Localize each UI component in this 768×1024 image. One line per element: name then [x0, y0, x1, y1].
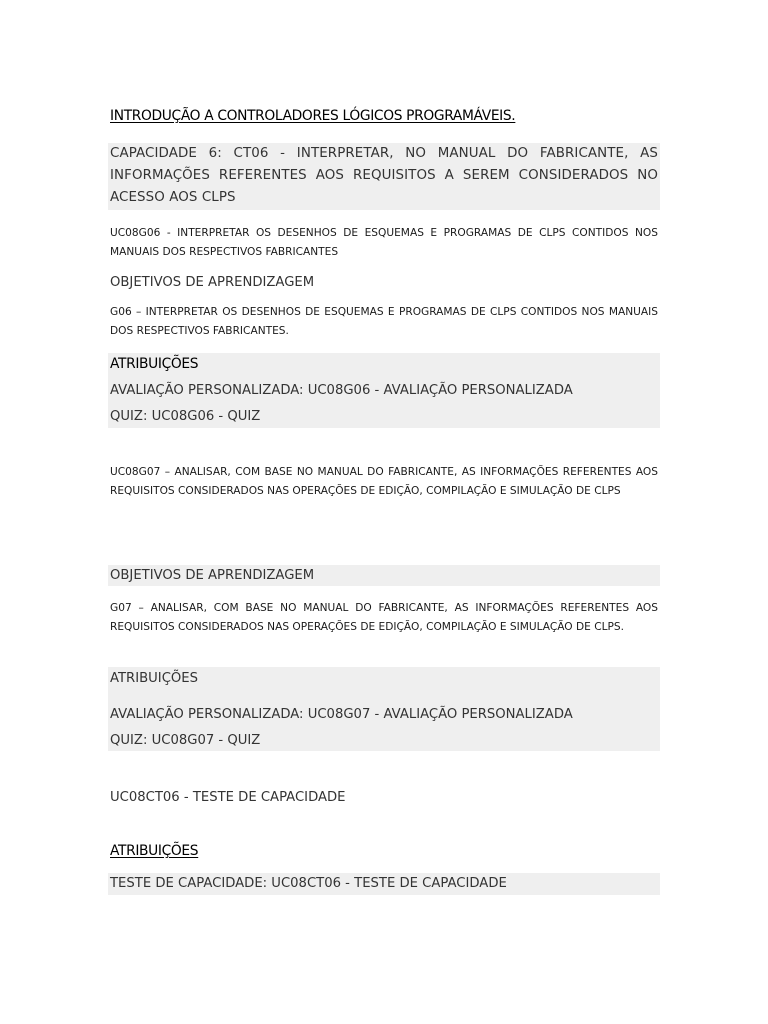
uc08g07-description: UC08G07 – ANALISAR, COM BASE NO MANUAL DO FABRICANTE, AS INFORMAÇÕES REFERENTES AOS REQUISITOS CONSIDERADOS NAS OPERAÇÕES DE EDIÇÃO, COMPILAÇÃO E SIMULAÇÃO DE CLPS — [110, 466, 658, 497]
document-title: INTRODUÇÃO A CONTROLADORES LÓGICOS PROGRAMÁVEIS. — [110, 108, 516, 124]
g07-goal: G07 – ANALISAR, COM BASE NO MANUAL DO FABRICANTE, AS INFORMAÇÕES REFERENTES AOS REQUISITOS CONSIDERADOS NAS OPERAÇÕES DE EDIÇÃO, COMPILAÇÃO E SIMULAÇÃO DE CLPS. — [110, 602, 658, 633]
capacidade-heading: CAPACIDADE 6: CT06 - INTERPRETAR, NO MANUAL DO FABRICANTE, AS INFORMAÇÕES REFERENTES AOS REQUISITOS A SEREM CONSIDERADOS NO ACESSO AOS CLPS — [108, 143, 660, 210]
teste-capacidade-title: UC08CT06 - TESTE DE CAPACIDADE — [110, 790, 346, 805]
quiz-link[interactable]: QUIZ: UC08G07 - QUIZ — [110, 733, 261, 748]
teste-capacidade-link[interactable]: TESTE DE CAPACIDADE: UC08CT06 - TESTE DE CAPACIDADE — [108, 873, 660, 895]
quiz-link[interactable]: QUIZ: UC08G06 - QUIZ — [110, 409, 261, 424]
objetivos-heading-1: OBJETIVOS DE APRENDIZAGEM — [110, 275, 315, 290]
objetivos-heading-2: OBJETIVOS DE APRENDIZAGEM — [108, 565, 660, 586]
atribuicoes-heading-2: ATRIBUIÇÕES — [110, 671, 198, 686]
atribuicoes-heading-1: ATRIBUIÇÕES — [110, 356, 199, 372]
assignment-link[interactable]: AVALIAÇÃO PERSONALIZADA: UC08G06 - AVALIAÇÃO PERSONALIZADA — [110, 383, 573, 398]
atribuicoes-block-2 — [108, 667, 660, 751]
uc08g06-description: UC08G06 - INTERPRETAR OS DESENHOS DE ESQUEMAS E PROGRAMAS DE CLPS CONTIDOS NOS MANUAIS DOS RESPECTIVOS FABRICANTES — [110, 227, 658, 258]
atribuicoes-block-1 — [108, 353, 660, 428]
assignment-link[interactable]: AVALIAÇÃO PERSONALIZADA: UC08G07 - AVALIAÇÃO PERSONALIZADA — [110, 707, 573, 722]
atribuicoes-heading-3: ATRIBUIÇÕES — [110, 843, 199, 859]
g06-goal: G06 – INTERPRETAR OS DESENHOS DE ESQUEMAS E PROGRAMAS DE CLPS CONTIDOS NOS MANUAIS DOS RESPECTIVOS FABRICANTES. — [110, 306, 658, 337]
